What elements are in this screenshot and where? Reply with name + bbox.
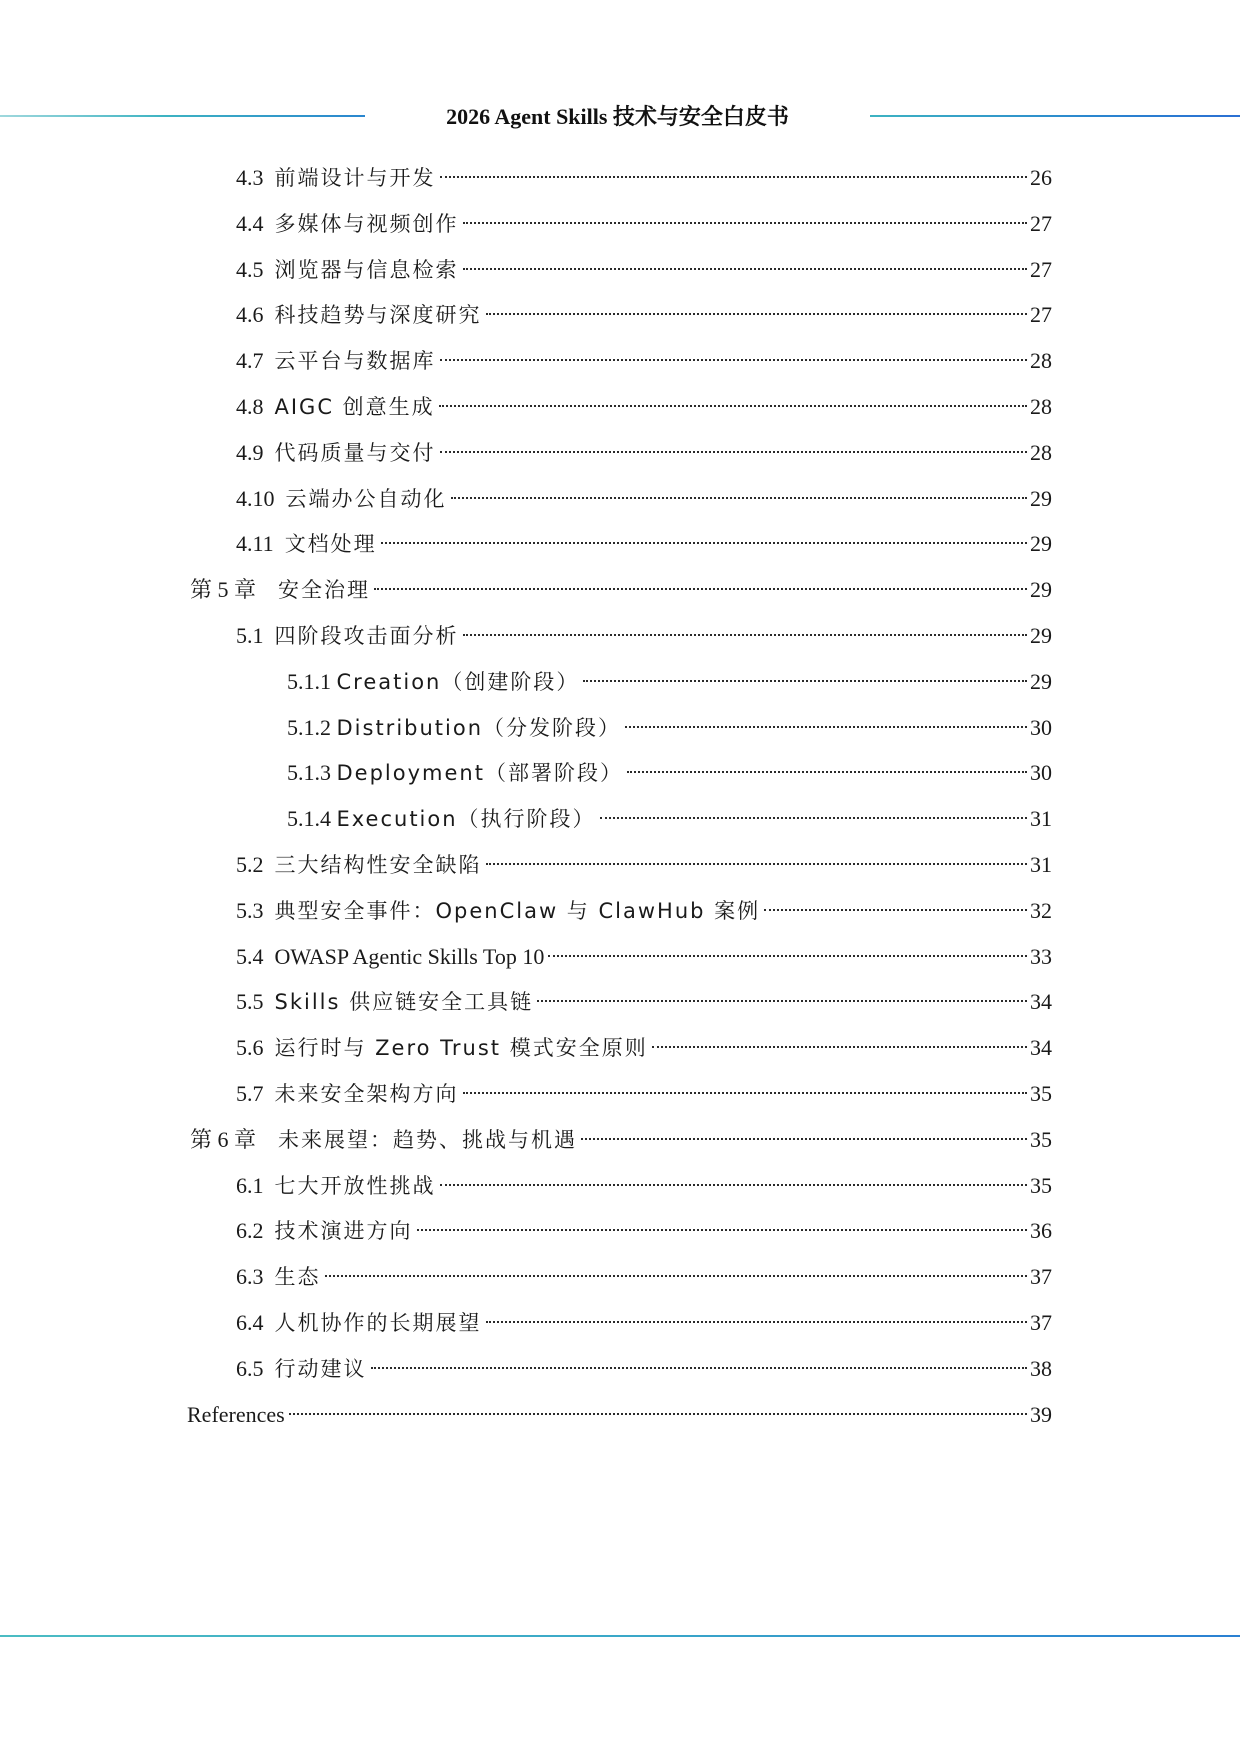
toc-entry-title: 未来展望：趋势、挑战与机遇	[278, 1128, 578, 1152]
toc-entry-title: 典型安全事件：OpenClaw 与 ClawHub 案例	[274, 899, 761, 923]
toc-entry-title: AIGC 创意生成	[274, 395, 435, 419]
toc-entry[interactable]	[236, 206, 1052, 242]
toc-entry-page-number: 29	[1030, 623, 1052, 648]
toc-entry-number: 5.4	[236, 944, 275, 969]
toc-dot-leader	[289, 1413, 1027, 1415]
toc-entry[interactable]	[236, 160, 1052, 196]
toc-dot-leader	[439, 405, 1027, 407]
toc-dot-leader	[627, 771, 1027, 773]
toc-entry-page-number: 37	[1030, 1264, 1052, 1289]
toc-entry[interactable]	[190, 1122, 1052, 1158]
toc-entry[interactable]	[236, 847, 1052, 883]
toc-dot-leader	[600, 817, 1027, 819]
toc-dot-leader	[440, 359, 1028, 361]
toc-entry-page-number: 29	[1030, 531, 1052, 556]
toc-entry-title: 运行时与 Zero Trust 模式安全原则	[274, 1036, 648, 1060]
toc-entry[interactable]	[236, 618, 1052, 654]
toc-entry-title: 技术演进方向	[274, 1219, 413, 1243]
toc-entry[interactable]	[236, 1076, 1052, 1112]
toc-entry-number: 5.7	[236, 1081, 275, 1106]
toc-dot-leader	[486, 313, 1028, 315]
toc-entry[interactable]	[236, 984, 1052, 1020]
toc-entry-page-number: 35	[1030, 1081, 1052, 1106]
toc-entry[interactable]	[190, 572, 1052, 608]
toc-entry-page-number: 32	[1030, 898, 1052, 923]
toc-entry-title: OWASP Agentic Skills Top 10	[274, 944, 545, 969]
toc-entry-number: 5.1.3	[287, 760, 337, 785]
toc-entry-page-number: 35	[1030, 1127, 1052, 1152]
toc-entry-page-number: 38	[1030, 1356, 1052, 1381]
toc-entry-title: 浏览器与信息检索	[274, 258, 459, 282]
toc-entry-number: 6.4	[236, 1310, 275, 1335]
toc-dot-leader	[486, 1321, 1028, 1323]
toc-entry-title: 云端办公自动化	[285, 487, 447, 511]
toc-entry[interactable]	[236, 297, 1052, 333]
toc-entry-number: 5.2	[236, 852, 275, 877]
toc-entry-page-number: 35	[1030, 1173, 1052, 1198]
toc-entry-number: 4.3	[236, 165, 275, 190]
toc-dot-leader	[625, 726, 1027, 728]
toc-dot-leader	[463, 634, 1028, 636]
toc-entry-title: Execution（执行阶段）	[336, 807, 596, 831]
toc-entry[interactable]	[236, 343, 1052, 379]
running-header-title: 2026 Agent Skills 技术与安全白皮书	[446, 104, 789, 129]
toc-entry-title: Skills 供应链安全工具链	[274, 990, 534, 1014]
toc-entry-page-number: 28	[1030, 440, 1052, 465]
toc-entry-number: 第 6 章	[190, 1127, 279, 1152]
toc-dot-leader	[374, 588, 1027, 590]
toc-dot-leader	[417, 1229, 1028, 1231]
toc-entry-number: 5.1	[236, 623, 275, 648]
toc-entry-number: 6.1	[236, 1173, 275, 1198]
toc-entry-page-number: 31	[1030, 852, 1052, 877]
toc-entry-number: 4.10	[236, 486, 286, 511]
toc-entry-page-number: 30	[1030, 715, 1052, 740]
toc-entry[interactable]	[287, 710, 1052, 746]
toc-entry-number: 5.1.2	[287, 715, 337, 740]
toc-dot-leader	[583, 680, 1027, 682]
toc-entry-title: 七大开放性挑战	[274, 1174, 436, 1198]
toc-entry-title: 前端设计与开发	[274, 166, 436, 190]
toc-entry[interactable]	[287, 755, 1052, 791]
toc-entry-page-number: 31	[1030, 806, 1052, 831]
toc-entry-title: 人机协作的长期展望	[274, 1311, 482, 1335]
toc-entry-number: 4.11	[236, 531, 285, 556]
toc-dot-leader	[581, 1138, 1027, 1140]
toc-entry[interactable]	[236, 252, 1052, 288]
toc-entry[interactable]	[236, 1351, 1052, 1387]
toc-entry-page-number: 36	[1030, 1218, 1052, 1243]
toc-dot-leader	[548, 955, 1027, 957]
toc-entry-page-number: 29	[1030, 486, 1052, 511]
toc-dot-leader	[652, 1046, 1027, 1048]
toc-entry-number: 6.5	[236, 1356, 275, 1381]
toc-entry-number: 5.6	[236, 1035, 275, 1060]
toc-entry[interactable]	[187, 1397, 1052, 1433]
toc-entry-title: Distribution（分发阶段）	[336, 716, 622, 740]
toc-entry[interactable]	[287, 664, 1052, 700]
toc-dot-leader	[371, 1367, 1028, 1369]
toc-entry-number: 5.5	[236, 989, 275, 1014]
toc-entry-number: 4.8	[236, 394, 275, 419]
toc-entry[interactable]	[236, 435, 1052, 471]
toc-entry-title: 代码质量与交付	[274, 441, 436, 465]
toc-entry-page-number: 37	[1030, 1310, 1052, 1335]
toc-entry-page-number: 26	[1030, 165, 1052, 190]
toc-entry-title: 科技趋势与深度研究	[274, 303, 482, 327]
toc-entry-page-number: 27	[1030, 257, 1052, 282]
toc-entry-page-number: 29	[1030, 669, 1052, 694]
toc-entry-number: 6.3	[236, 1264, 275, 1289]
toc-entry-number: 6.2	[236, 1218, 275, 1243]
toc-entry[interactable]	[236, 389, 1052, 425]
toc-entry-title: 未来安全架构方向	[274, 1082, 459, 1106]
toc-entry-number: 4.9	[236, 440, 275, 465]
toc-dot-leader	[325, 1275, 1028, 1277]
toc-entry-page-number: 27	[1030, 211, 1052, 236]
toc-entry-page-number: 33	[1030, 944, 1052, 969]
toc-dot-leader	[764, 909, 1027, 911]
toc-entry-title: 生态	[274, 1265, 321, 1289]
toc-dot-leader	[537, 1000, 1027, 1002]
toc-entry-number: 5.3	[236, 898, 275, 923]
toc-entry[interactable]	[236, 1168, 1052, 1204]
toc-entry-page-number: 28	[1030, 348, 1052, 373]
toc-entry-title: 安全治理	[278, 578, 371, 602]
toc-entry-number: 5.1.4	[287, 806, 337, 831]
toc-entry-number: 4.5	[236, 257, 275, 282]
toc-dot-leader	[463, 222, 1028, 224]
toc-entry-page-number: 39	[1030, 1402, 1052, 1427]
header-rule-left	[0, 115, 365, 117]
toc-entry-title: 云平台与数据库	[274, 349, 436, 373]
toc-entry-page-number: 34	[1030, 989, 1052, 1014]
toc-entry-title: 四阶段攻击面分析	[274, 624, 459, 648]
header-rule-right	[870, 115, 1240, 117]
toc-entry-title: 文档处理	[284, 532, 377, 556]
toc-dot-leader	[486, 863, 1028, 865]
toc-entry-title: Deployment（部署阶段）	[336, 761, 623, 785]
toc-entry-page-number: 29	[1030, 577, 1052, 602]
toc-entry-page-number: 28	[1030, 394, 1052, 419]
toc-entry[interactable]	[236, 1213, 1052, 1249]
toc-entry-page-number: 30	[1030, 760, 1052, 785]
footer-rule	[0, 1635, 1240, 1637]
toc-entry[interactable]	[236, 893, 1052, 929]
toc-entry[interactable]	[236, 1259, 1052, 1295]
toc-dot-leader	[451, 497, 1028, 499]
toc-dot-leader	[440, 451, 1028, 453]
toc-entry-title: Creation（创建阶段）	[336, 670, 580, 694]
toc-entry-number: 第 5 章	[190, 577, 279, 602]
toc-dot-leader	[463, 1092, 1028, 1094]
toc-entry[interactable]	[236, 481, 1052, 517]
toc-entry-title: 三大结构性安全缺陷	[274, 853, 482, 877]
toc-entry[interactable]	[236, 526, 1052, 562]
toc-entry[interactable]	[236, 1030, 1052, 1066]
toc-entry-number: 4.6	[236, 302, 275, 327]
toc-entry-title: References	[187, 1402, 285, 1427]
toc-dot-leader	[440, 1184, 1028, 1186]
toc-entry-number: 5.1.1	[287, 669, 337, 694]
toc-dot-leader	[440, 176, 1028, 178]
toc-entry-title: 多媒体与视频创作	[274, 212, 459, 236]
toc-dot-leader	[381, 542, 1027, 544]
toc-entry-page-number: 27	[1030, 302, 1052, 327]
toc-entry[interactable]	[236, 939, 1052, 975]
toc-dot-leader	[463, 268, 1028, 270]
toc-entry[interactable]	[287, 801, 1052, 837]
toc-entry-number: 4.7	[236, 348, 275, 373]
toc-entry-title: 行动建议	[274, 1357, 367, 1381]
toc-entry-page-number: 34	[1030, 1035, 1052, 1060]
toc-entry-number: 4.4	[236, 211, 275, 236]
toc-entry[interactable]	[236, 1305, 1052, 1341]
